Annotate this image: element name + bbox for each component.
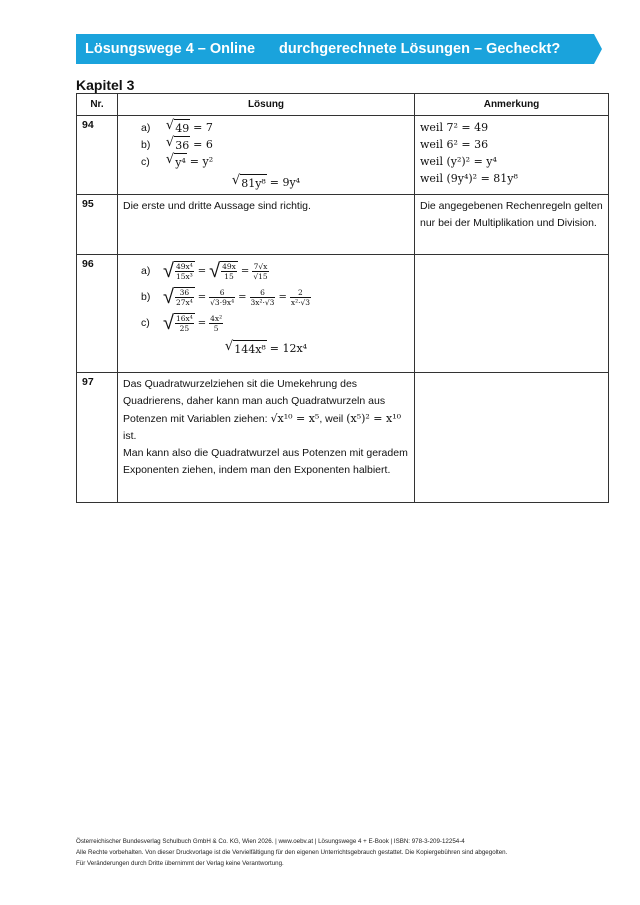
footer-rights: Alle Rechte vorbehalten. Von dieser Druckvorlage ist die Vervielfältigung für den eigenen Unterrichtsgebrauch gestattet. Die Kopiergebühren sind abgegolten. xyxy=(76,849,508,856)
item-label: a) xyxy=(141,265,151,277)
item-label: c) xyxy=(141,317,150,329)
row-number: 94 xyxy=(77,116,118,195)
square-root: √ $\frac{\text{49x⁴}}{\text{15x³}}$ xyxy=(163,260,193,282)
table-header-row xyxy=(77,94,609,116)
note-line: weil 6² = 36 xyxy=(420,138,489,151)
table-row xyxy=(77,373,609,503)
result-value: 9y⁴ xyxy=(282,176,301,189)
square-root: √ 36 xyxy=(165,135,190,153)
page-footer xyxy=(76,836,507,869)
solution-text xyxy=(123,376,409,445)
note-line: weil 7² = 49 xyxy=(420,121,489,134)
item-label: c) xyxy=(141,156,150,168)
note-line: weil (y²)² = y⁴ xyxy=(420,155,497,168)
solution-line: b) √ 36 = 6 xyxy=(123,136,409,153)
solution-line: c) √ $\frac{\text{16x⁴}}{25}$ = $\frac{\text{4x²}}{5}$ xyxy=(123,310,409,336)
col-header-nr: Nr. xyxy=(77,94,118,116)
note-text: Die angegebenen Rechenregeln gelten nur bei der Multiplikation und Division. xyxy=(420,200,603,229)
solution-line: a) √ $\frac{\text{49x⁴}}{\text{15x³}}$ = √ $\frac{49x}{15}$ = $\frac{7√x}{√15}$ xyxy=(123,258,409,284)
square-root: √ $\frac{49x}{15}$ xyxy=(209,260,236,282)
square-root: √ 49 xyxy=(165,118,190,136)
header-banner xyxy=(76,34,602,64)
solution-line: c) √ y⁴ = y² xyxy=(123,153,409,170)
item-label: a) xyxy=(141,122,151,134)
square-root: √ $\frac{36}{\text{27x⁴}}$ xyxy=(163,286,193,308)
header-subtitle: durchgerechnete Lösungen – Gecheckt? xyxy=(279,41,561,57)
result-value: 12x⁴ xyxy=(282,342,308,355)
solutions-table xyxy=(76,93,609,503)
fraction: $\frac{\text{4x²}}{5}$ xyxy=(210,313,223,333)
note-cell xyxy=(415,195,609,255)
item-label: b) xyxy=(141,139,151,151)
chapter-heading: Kapitel 3 xyxy=(76,77,135,93)
solution-cell xyxy=(118,195,415,255)
note-line: weil (9y⁴)² = 81y⁸ xyxy=(420,172,518,185)
result-value: y² xyxy=(202,155,214,168)
note-cell xyxy=(415,255,609,373)
solution-line: a) √ 49 = 7 xyxy=(123,119,409,136)
solution-cell xyxy=(118,373,415,503)
fraction: $\frac{6}{\text{3x²·√3}}$ xyxy=(250,287,275,307)
table-row xyxy=(77,255,609,373)
solution-final-line: √ 144x⁸ = 12x⁴ xyxy=(224,339,308,357)
result-value: 6 xyxy=(205,138,213,151)
note-cell xyxy=(415,116,609,195)
solution-line: b) √ $\frac{36}{\text{27x⁴}}$ = $\frac{6}{\text{√3·9x⁴}}$ = $\frac{6}{\text{3x²·√3}}$ = $\frac{2}{\text{x²·√3}}$ xyxy=(123,284,409,310)
solution-cell xyxy=(118,255,415,373)
footer-disclaimer: Für Veränderungen durch Dritte übernimmt der Verlag keine Verantwortung. xyxy=(76,860,284,867)
col-header-anmerkung: Anmerkung xyxy=(415,94,609,116)
square-root: √ 81y⁸ xyxy=(231,173,266,191)
inline-formula: √x¹⁰ = x⁵ xyxy=(270,412,320,425)
row-number: 95 xyxy=(77,195,118,255)
item-label: b) xyxy=(141,291,151,303)
square-root: √ y⁴ xyxy=(165,152,186,170)
table-row xyxy=(77,195,609,255)
solution-cell xyxy=(118,116,415,195)
solution-text: Die erste und dritte Aussage sind richtig. xyxy=(123,200,311,212)
inline-formula: (x⁵)² = x¹⁰ xyxy=(346,412,402,425)
solution-paragraph: ist. xyxy=(123,430,137,442)
fraction: $\frac{6}{\text{√3·9x⁴}}$ xyxy=(210,287,235,307)
note-cell xyxy=(415,373,609,503)
solution-paragraph: , weil xyxy=(319,413,344,425)
col-header-loesung: Lösung xyxy=(118,94,415,116)
fraction: $\frac{2}{\text{x²·√3}}$ xyxy=(290,287,311,307)
solution-paragraph: Das Quadratwurzelziehen sit die Umekehrung des Quadrierens, daher kann man auch Quadratwurzeln aus Potenzen mit Variablen ziehen: xyxy=(123,378,386,425)
row-number: 97 xyxy=(77,373,118,503)
row-number: 96 xyxy=(77,255,118,373)
result-value: 7 xyxy=(205,121,213,134)
header-title: Lösungswege 4 – Online xyxy=(85,41,256,57)
square-root: √ 144x⁸ xyxy=(224,339,266,357)
fraction: $\frac{7√x}{√15}$ xyxy=(253,261,268,281)
solution-paragraph: Man kann also die Quadratwurzel aus Potenzen mit geradem Exponenten ziehen, indem man den Exponenten halbiert. xyxy=(123,447,408,476)
table-row xyxy=(77,116,609,195)
square-root: √ $\frac{\text{16x⁴}}{25}$ xyxy=(163,312,193,334)
footer-publisher: Österreichischer Bundesverlag Schulbuch GmbH & Co. KG, Wien 2026. | www.oebv.at | Lösungswege 4 + E-Book | ISBN: 978-3-209-12254-4 xyxy=(76,838,465,845)
solution-final-line: √ 81y⁸ = 9y⁴ xyxy=(231,173,301,191)
